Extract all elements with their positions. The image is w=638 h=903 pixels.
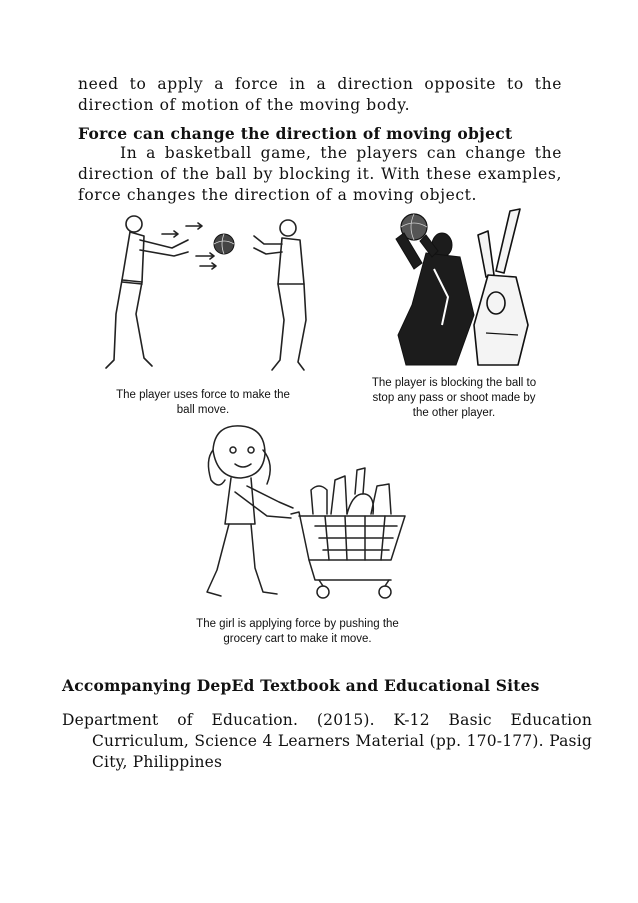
intro-paragraph: need to apply a force in a direction opposite to the direction of motion of the moving body. xyxy=(78,75,562,114)
passing-caption: The player uses force to make the ball move. xyxy=(116,389,290,416)
girl-pushing-cart-illustration xyxy=(195,420,415,615)
reference-entry: Department of Education. (2015). K-12 Basic Education Curriculum, Science 4 Learners Material (pp. 170-177). Pasig City, Philippines xyxy=(62,711,592,771)
blocking-caption: The player is blocking the ball to stop any pass or shoot made by the other player. xyxy=(371,377,537,419)
section-paragraph: In a basketball game, the players can change the direction of the ball by blocking it. With these examples, force changes the direction of a moving object. xyxy=(78,144,562,204)
section-heading: Force can change the direction of moving object xyxy=(78,124,513,143)
cart-caption: The girl is applying force by pushing the grocery cart to make it move. xyxy=(196,618,399,645)
passing-players-illustration xyxy=(92,210,344,380)
blocking-players-illustration xyxy=(378,205,538,369)
references-heading: Accompanying DepEd Textbook and Educational Sites xyxy=(62,676,540,695)
